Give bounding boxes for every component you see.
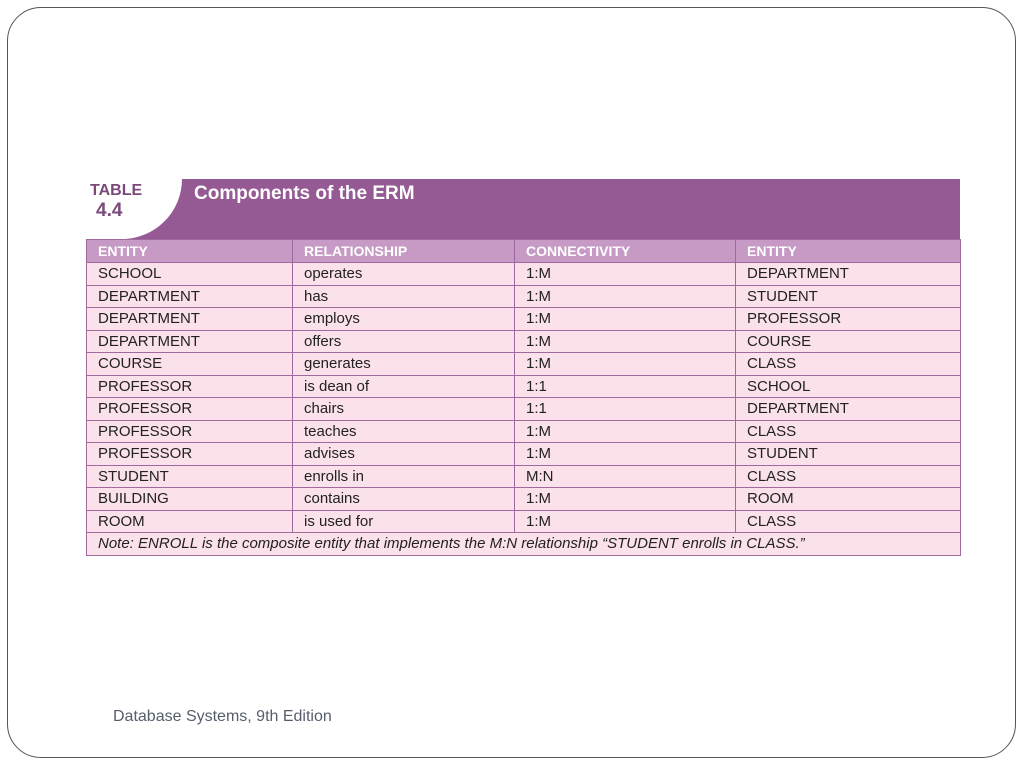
cell-connectivity: 1:M <box>515 263 736 286</box>
table-label <box>90 181 142 221</box>
cell-entity-2: SCHOOL <box>736 375 961 398</box>
cell-connectivity: 1:1 <box>515 375 736 398</box>
table-number-tab <box>86 179 182 239</box>
cell-entity-2: PROFESSOR <box>736 308 961 331</box>
column-header-connectivity: CONNECTIVITY <box>515 240 736 263</box>
cell-relationship: operates <box>293 263 515 286</box>
cell-relationship: is used for <box>293 510 515 533</box>
table-row <box>87 353 961 376</box>
cell-entity: ROOM <box>87 510 293 533</box>
cell-entity: PROFESSOR <box>87 443 293 466</box>
cell-connectivity: 1:M <box>515 420 736 443</box>
table-row <box>87 420 961 443</box>
cell-relationship: has <box>293 285 515 308</box>
cell-entity: PROFESSOR <box>87 420 293 443</box>
slide-footer: Database Systems, 9th Edition <box>113 708 332 725</box>
cell-relationship: employs <box>293 308 515 331</box>
cell-relationship: contains <box>293 488 515 511</box>
components-table <box>86 239 961 556</box>
column-header-row <box>87 240 961 263</box>
cell-relationship: advises <box>293 443 515 466</box>
table-note: Note: ENROLL is the composite entity that implements the M:N relationship “STUDENT enrolls in CLASS.” <box>87 533 961 556</box>
cell-entity-2: CLASS <box>736 353 961 376</box>
cell-relationship: chairs <box>293 398 515 421</box>
table-label-number: 4.4 <box>96 200 123 221</box>
cell-connectivity: 1:1 <box>515 398 736 421</box>
cell-connectivity: 1:M <box>515 285 736 308</box>
cell-entity: SCHOOL <box>87 263 293 286</box>
table-row <box>87 308 961 331</box>
table-row <box>87 443 961 466</box>
cell-relationship: generates <box>293 353 515 376</box>
table-row <box>87 510 961 533</box>
cell-entity-2: ROOM <box>736 488 961 511</box>
erm-table <box>86 179 960 556</box>
cell-entity: DEPARTMENT <box>87 308 293 331</box>
cell-entity: COURSE <box>87 353 293 376</box>
cell-entity: STUDENT <box>87 465 293 488</box>
cell-connectivity: 1:M <box>515 308 736 331</box>
cell-connectivity: 1:M <box>515 443 736 466</box>
cell-relationship: teaches <box>293 420 515 443</box>
cell-entity-2: CLASS <box>736 510 961 533</box>
cell-connectivity: 1:M <box>515 488 736 511</box>
cell-entity-2: COURSE <box>736 330 961 353</box>
cell-entity: PROFESSOR <box>87 398 293 421</box>
table-row <box>87 285 961 308</box>
table-row <box>87 488 961 511</box>
cell-entity-2: DEPARTMENT <box>736 263 961 286</box>
cell-entity-2: CLASS <box>736 420 961 443</box>
column-header-relationship: RELATIONSHIP <box>293 240 515 263</box>
cell-relationship: offers <box>293 330 515 353</box>
column-header-entity-2: ENTITY <box>736 240 961 263</box>
table-row <box>87 330 961 353</box>
table-header-bar <box>86 179 960 239</box>
table-label-word: TABLE <box>90 182 143 199</box>
cell-entity-2: DEPARTMENT <box>736 398 961 421</box>
cell-entity-2: CLASS <box>736 465 961 488</box>
column-header-entity: ENTITY <box>87 240 293 263</box>
table-row <box>87 375 961 398</box>
cell-entity: DEPARTMENT <box>87 330 293 353</box>
cell-connectivity: 1:M <box>515 353 736 376</box>
cell-entity: BUILDING <box>87 488 293 511</box>
cell-entity: DEPARTMENT <box>87 285 293 308</box>
note-row <box>87 533 961 556</box>
cell-entity-2: STUDENT <box>736 285 961 308</box>
cell-connectivity: M:N <box>515 465 736 488</box>
cell-entity: PROFESSOR <box>87 375 293 398</box>
table-title: Components of the ERM <box>194 183 415 204</box>
table-row <box>87 465 961 488</box>
table-row <box>87 398 961 421</box>
cell-connectivity: 1:M <box>515 330 736 353</box>
table-row <box>87 263 961 286</box>
cell-relationship: is dean of <box>293 375 515 398</box>
cell-connectivity: 1:M <box>515 510 736 533</box>
cell-entity-2: STUDENT <box>736 443 961 466</box>
cell-relationship: enrolls in <box>293 465 515 488</box>
table-body <box>87 263 961 533</box>
